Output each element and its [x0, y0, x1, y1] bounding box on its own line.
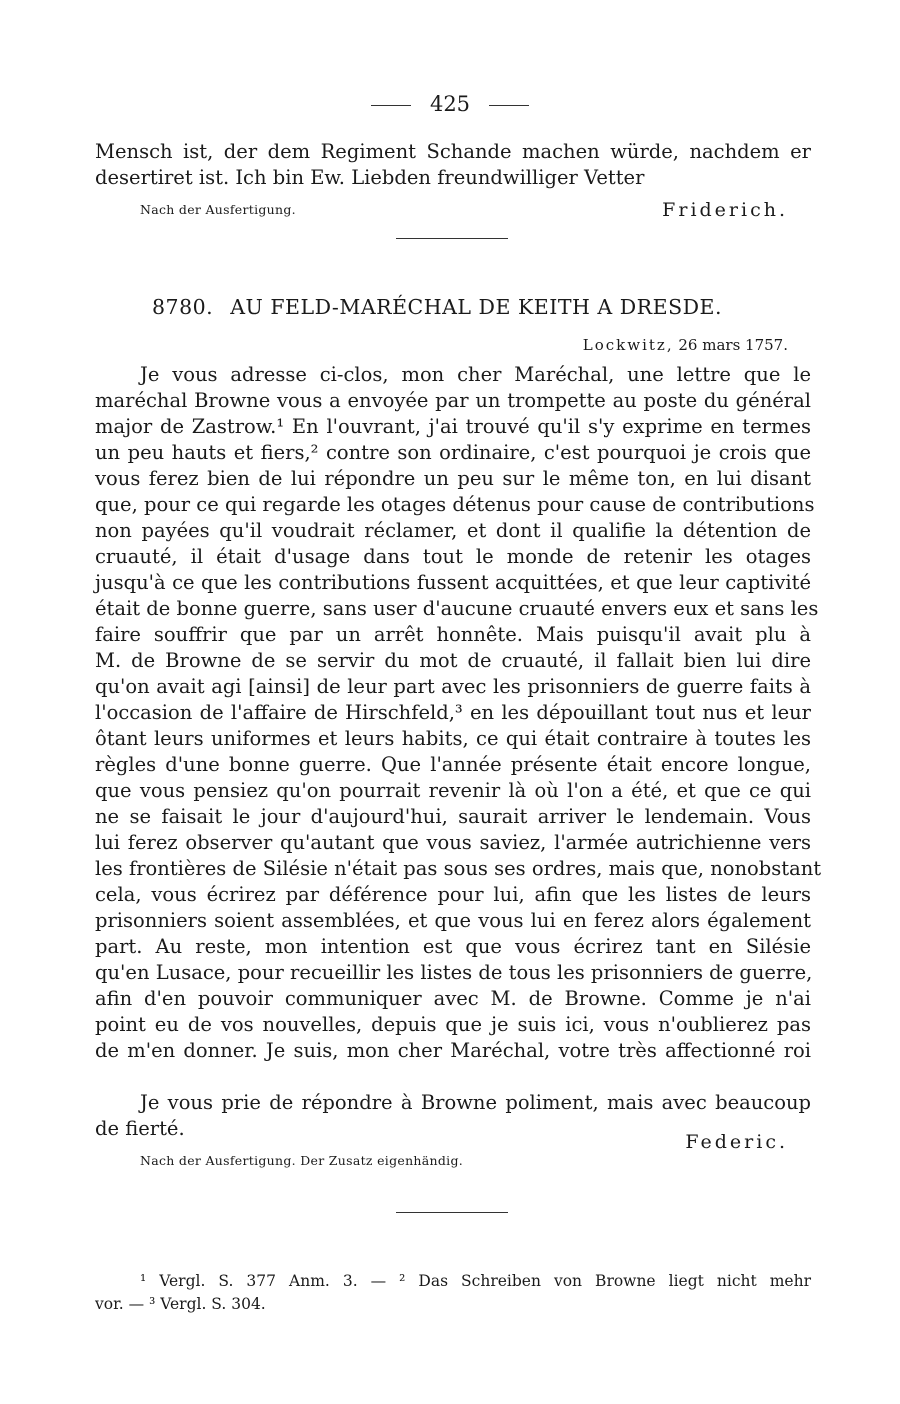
- text-line: qu'en Lusace, pour recueillir les listes de tous les prisonniers de guerre,: [95, 961, 813, 984]
- text-line: M. de Browne de se servir du mot de cruauté, il fallait bien lui dire: [95, 649, 811, 672]
- text-line: l'occasion de l'affaire de Hirschfeld,³ en les dépouillant tout nus et leur: [95, 701, 811, 724]
- text-line: était de bonne guerre, sans user d'aucune cruauté envers eux et sans les: [95, 597, 819, 620]
- text-line: afin d'en pouvoir communiquer avec M. de Browne. Comme je n'ai: [95, 987, 811, 1010]
- letter-number: 8780.: [152, 295, 214, 319]
- section-divider: [396, 1212, 508, 1213]
- text-line: desertiret ist. Ich bin Ew. Liebden freundwilliger Vetter: [95, 166, 645, 189]
- text-line: Je vous adresse ci-clos, mon cher Maréchal, une lettre que le: [140, 363, 811, 386]
- text-line: jusqu'à ce que les contributions fussent acquittées, et que leur captivité: [95, 571, 811, 594]
- page-header: [0, 92, 900, 116]
- text-line: que, pour ce qui regarde les otages détenus pour cause de contributions: [95, 493, 815, 516]
- letter-date: 26 mars 1757.: [678, 336, 788, 354]
- text-line: de m'en donner. Je suis, mon cher Maréchal, votre très affectionné roi: [95, 1039, 811, 1062]
- text-line: part. Au reste, mon intention est que vous écrirez tant en Silésie: [95, 935, 811, 958]
- top-paragraph: [95, 139, 811, 191]
- text-line: major de Zastrow.¹ En l'ouvrant, j'ai trouvé qu'il s'y exprime en termes: [95, 415, 811, 438]
- text-line: que vous pensiez qu'on pourrait revenir là où l'on a été, et que ce qui: [95, 779, 811, 802]
- text-line: cela, vous écrirez par déférence pour lui, afin que les listes de leurs: [95, 883, 811, 906]
- text-line: qu'on avait agi [ainsi] de leur part avec les prisonniers de guerre faits à: [95, 675, 811, 698]
- top-source-note: Nach der Ausfertigung.: [140, 202, 296, 217]
- letter-body: [95, 362, 822, 1064]
- top-signature: Friderich.: [662, 199, 788, 221]
- text-line: de fierté.: [95, 1117, 185, 1140]
- letter-source-note: Nach der Ausfertigung. Der Zusatz eigenhändig.: [140, 1153, 464, 1168]
- text-line: Mensch ist, der dem Regiment Schande machen würde, nachdem er: [95, 140, 811, 163]
- text-line: faire souffrir que par un arrêt honnête. Mais puisqu'il avait plu à: [95, 623, 811, 646]
- text-line: maréchal Browne vous a envoyée par un trompette au poste du général: [95, 389, 811, 412]
- header-dash-left: [371, 105, 411, 106]
- text-line: règles d'une bonne guerre. Que l'année présente était encore longue,: [95, 753, 811, 776]
- header-dash-right: [489, 105, 529, 106]
- letter-title: AU FELD-MARÉCHAL DE KEITH A DRESDE.: [230, 295, 723, 319]
- letter-heading: [152, 295, 722, 319]
- text-line: Je vous prie de répondre à Browne poliment, mais avec beaucoup: [140, 1091, 811, 1114]
- text-line: lui ferez observer qu'autant que vous saviez, l'armée autrichienne vers: [95, 831, 811, 854]
- text-line: ôtant leurs uniformes et leurs habits, ce qui était contraire à toutes les: [95, 727, 811, 750]
- footnotes: [95, 1270, 811, 1316]
- text-line: vous ferez bien de lui répondre un peu sur le même ton, en lui disant: [95, 467, 811, 490]
- footnote-line: ¹ Vergl. S. 377 Anm. 3. — ² Das Schreiben von Browne liegt nicht mehr: [140, 1272, 811, 1290]
- text-line: non payées qu'il voudrait réclamer, et dont il qualifie la détention de: [95, 519, 811, 542]
- letter-dateline: [583, 336, 788, 354]
- section-divider: [396, 238, 508, 239]
- footnote-line: vor. — ³ Vergl. S. 304.: [95, 1295, 266, 1313]
- page-number: 425: [429, 92, 471, 116]
- text-line: cruauté, il était d'usage dans tout le monde de retenir les otages: [95, 545, 811, 568]
- text-line: les frontières de Silésie n'était pas sous ses ordres, mais que, nonobstant: [95, 857, 822, 880]
- text-line: point eu de vos nouvelles, depuis que je suis ici, vous n'oublierez pas: [95, 1013, 811, 1036]
- letter-place: Lockwitz,: [582, 336, 674, 354]
- text-line: prisonniers soient assemblées, et que vous lui en ferez alors également: [95, 909, 811, 932]
- text-line: un peu hauts et fiers,² contre son ordinaire, c'est pourquoi je crois que: [95, 441, 811, 464]
- letter-signature: Federic.: [685, 1131, 788, 1153]
- text-line: ne se faisait le jour d'aujourd'hui, saurait arriver le lendemain. Vous: [95, 805, 811, 828]
